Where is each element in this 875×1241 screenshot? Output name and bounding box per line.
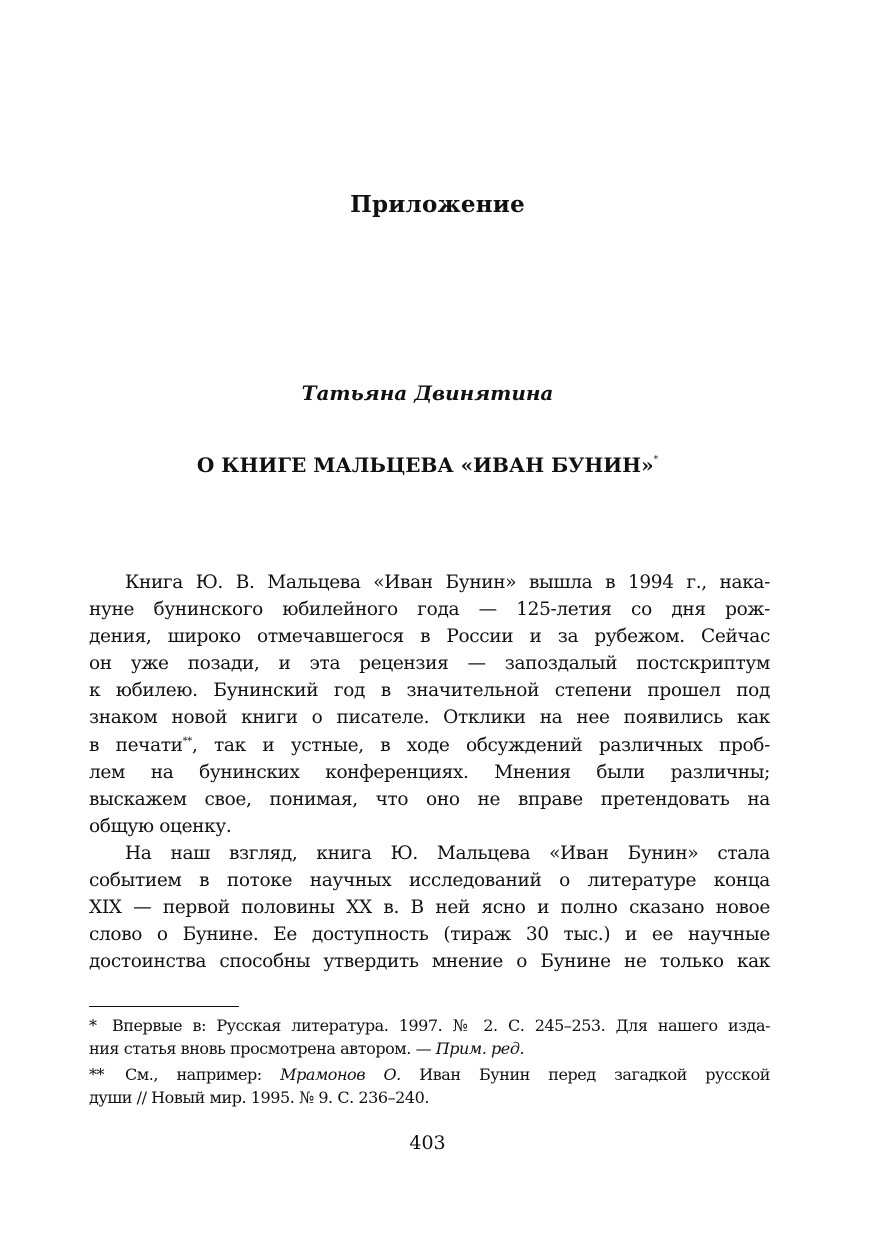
footnote-line: души // Новый мир. 1995. № 9. С. 236–240. bbox=[89, 1087, 429, 1107]
body-line bbox=[89, 732, 770, 759]
footnote-ref-1: * bbox=[653, 455, 659, 465]
footnote-divider bbox=[89, 1006, 239, 1007]
footnote-1 bbox=[89, 1015, 770, 1060]
footnote-text: См., например: bbox=[125, 1065, 281, 1084]
body-line-part: , так и устные, в ходе обсуждений различных проб- bbox=[191, 734, 770, 756]
footnote-mark: * bbox=[89, 1016, 97, 1035]
body-line: событием в потоке научных исследований о литературе конца bbox=[89, 870, 770, 892]
body-line-part: в печати bbox=[89, 734, 183, 756]
body-line: На наш взгляд, книга Ю. Мальцева «Иван Бунин» стала bbox=[125, 842, 770, 864]
body-line: общую оценку. bbox=[89, 815, 232, 837]
footnote-italic: Мрамонов О. bbox=[280, 1065, 401, 1084]
article-body bbox=[89, 569, 770, 975]
footnote-line bbox=[89, 1038, 770, 1061]
footnote-line bbox=[89, 1064, 770, 1087]
footnote-italic: Прим. ред. bbox=[435, 1038, 525, 1058]
footnote-2 bbox=[89, 1064, 770, 1109]
body-line: к юбилею. Бунинский год в значительной степени прошел под bbox=[89, 680, 770, 702]
body-line: XIX — первой половины XX в. В ней ясно и полно сказано новое bbox=[89, 897, 770, 919]
footnote-text: Впервые в: Русская литература. 1997. № 2. С. 245–253. Для нашего изда- bbox=[112, 1016, 770, 1035]
body-line: выскажем свое, понимая, что оно не вправе претендовать на bbox=[89, 788, 770, 810]
body-line: Книга Ю. В. Мальцева «Иван Бунин» вышла в 1994 г., нака- bbox=[125, 572, 770, 593]
body-line: нуне бунинского юбилейного года — 125-летия со дня рож- bbox=[89, 599, 770, 621]
body-line: дения, широко отмечавшегося в России и за рубежом. Сейчас bbox=[89, 626, 770, 648]
article-title bbox=[0, 453, 855, 477]
page-number: 403 bbox=[409, 1132, 446, 1154]
body-line: слово о Бунине. Ее доступность (тираж 30 тыс.) и ее научные bbox=[89, 924, 770, 946]
article-title-text: О КНИГЕ МАЛЬЦЕВА «ИВАН БУНИН» bbox=[196, 453, 654, 477]
footnote-mark: ** bbox=[89, 1065, 105, 1084]
footnote-text: ния статья вновь просмотрена автором. — bbox=[89, 1038, 436, 1058]
footnote-text: Иван Бунин перед загадкой русской bbox=[400, 1065, 770, 1084]
body-line: знаком новой книги о писателе. Отклики на нее появились как bbox=[89, 707, 770, 729]
body-line: он уже позади, и эта рецензия — запоздалый постскриптум bbox=[89, 653, 770, 675]
footnote-ref-2: ** bbox=[182, 735, 192, 747]
footnote-line bbox=[89, 1015, 770, 1038]
section-title: Приложение bbox=[350, 191, 525, 218]
body-line: лем на бунинских конференциях. Мнения были различны; bbox=[89, 761, 770, 783]
author-name: Татьяна Двинятина bbox=[301, 381, 554, 405]
body-line: достоинства способны утвердить мнение о Бунине не только как bbox=[89, 951, 770, 973]
